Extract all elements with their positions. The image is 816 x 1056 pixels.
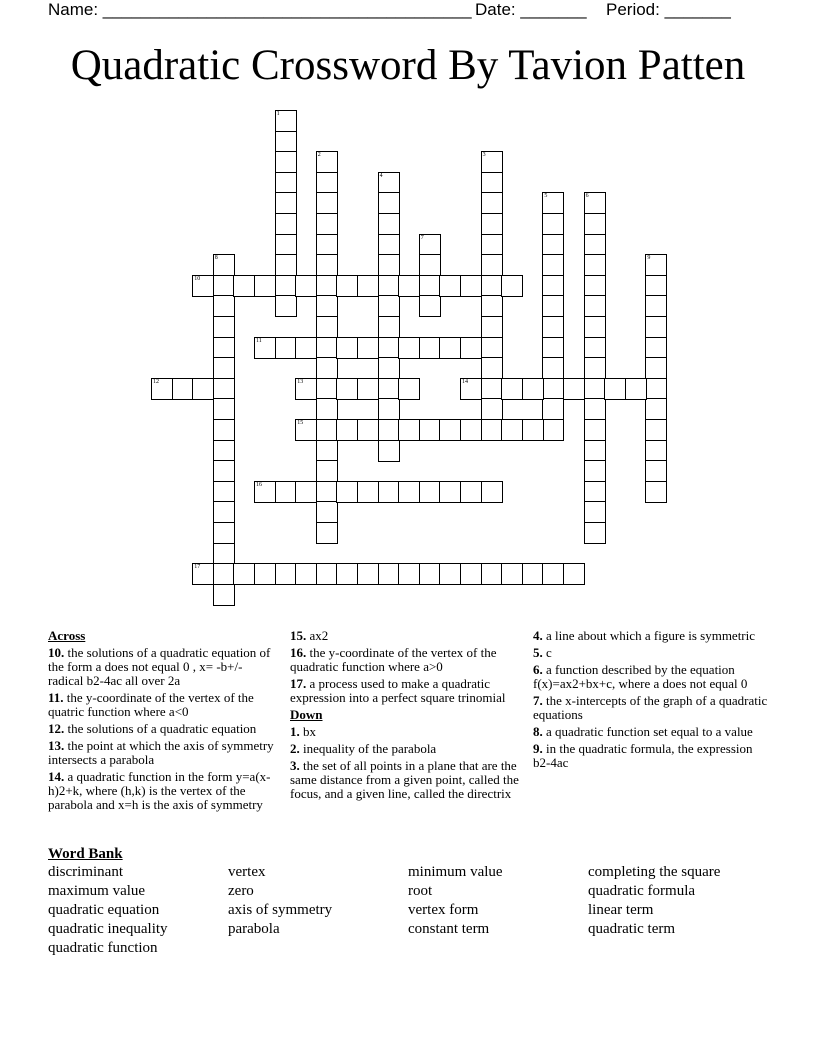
clue-number: 6.	[533, 662, 543, 677]
clue-number-label: 9	[647, 255, 651, 262]
crossword-cell[interactable]	[295, 481, 317, 503]
crossword-cell[interactable]	[316, 481, 338, 503]
crossword-cell[interactable]	[192, 275, 214, 297]
word-bank-item: quadratic term	[588, 921, 676, 937]
clue-item	[48, 739, 280, 767]
crossword-cell[interactable]	[398, 275, 420, 297]
crossword-cell[interactable]	[213, 543, 235, 565]
crossword-cell[interactable]	[275, 172, 297, 194]
period-field-label: Period: _______	[606, 0, 731, 19]
crossword-cell[interactable]	[645, 398, 667, 420]
crossword-cell[interactable]	[192, 563, 214, 585]
crossword-cell[interactable]	[336, 419, 358, 441]
clue-number-label: 2	[317, 152, 321, 159]
crossword-cell[interactable]	[316, 460, 338, 482]
crossword-cell[interactable]	[584, 275, 606, 297]
crossword-cell[interactable]	[213, 357, 235, 379]
clue-list-down-2	[533, 629, 769, 770]
crossword-cell[interactable]	[316, 440, 338, 462]
crossword-cell[interactable]	[316, 522, 338, 544]
crossword-cell[interactable]	[645, 275, 667, 297]
crossword-cell[interactable]	[584, 295, 606, 317]
clue-number: 4.	[533, 628, 543, 643]
clue-text: a quadratic function in the form y=a(x-h)2+k, where (h,k) is the vertex of the parabola and x=h is the axis of symmetry	[48, 769, 271, 812]
crossword-cell[interactable]	[481, 295, 503, 317]
clue-text: bx	[299, 724, 316, 739]
crossword-cell[interactable]	[481, 192, 503, 214]
crossword-cell[interactable]	[316, 378, 338, 400]
clue-item	[290, 725, 522, 739]
crossword-cell[interactable]	[254, 481, 276, 503]
clue-number: 2.	[290, 741, 300, 756]
crossword-cell[interactable]	[501, 378, 523, 400]
word-bank-item: quadratic inequality	[48, 921, 168, 937]
crossword-cell[interactable]	[439, 419, 461, 441]
clue-item	[533, 725, 769, 739]
crossword-cell[interactable]	[213, 481, 235, 503]
clue-item	[533, 646, 769, 660]
word-bank-item: maximum value	[48, 883, 146, 899]
crossword-cell[interactable]	[419, 563, 441, 585]
crossword-cell[interactable]	[254, 563, 276, 585]
clue-item	[48, 770, 280, 812]
word-bank-item: zero	[228, 883, 254, 899]
crossword-cell[interactable]	[542, 316, 564, 338]
crossword-cell[interactable]	[213, 295, 235, 317]
crossword-cell[interactable]	[460, 275, 482, 297]
crossword-cell[interactable]	[213, 584, 235, 606]
crossword-cell[interactable]	[542, 275, 564, 297]
crossword-cell[interactable]	[481, 563, 503, 585]
crossword-cell[interactable]	[604, 378, 626, 400]
clue-number-label: 3	[482, 152, 486, 159]
clue-text: the solutions of a quadratic equation	[64, 721, 257, 736]
crossword-cell[interactable]	[645, 460, 667, 482]
crossword-cell[interactable]	[233, 563, 255, 585]
clue-text: the point at which the axis of symmetry intersects a parabola	[48, 738, 274, 767]
clue-list-across-2	[290, 629, 522, 705]
crossword-cell[interactable]	[213, 275, 235, 297]
crossword-cell[interactable]	[316, 275, 338, 297]
clue-item	[533, 742, 769, 770]
clue-number: 7.	[533, 693, 543, 708]
clue-item	[533, 694, 769, 722]
crossword-cell[interactable]	[213, 398, 235, 420]
crossword-cell[interactable]	[254, 275, 276, 297]
word-bank-item: discriminant	[48, 864, 123, 880]
clue-list-across-1	[48, 646, 280, 812]
clue-text: a quadratic function set equal to a value	[542, 724, 753, 739]
crossword-cell[interactable]	[233, 275, 255, 297]
crossword-cell[interactable]	[213, 316, 235, 338]
word-bank-item: quadratic formula	[588, 883, 696, 899]
crossword-cell[interactable]	[460, 563, 482, 585]
clue-number-label: 11	[256, 337, 262, 344]
word-bank-item: vertex form	[408, 902, 479, 918]
crossword-cell[interactable]	[378, 378, 400, 400]
crossword-cell[interactable]	[419, 295, 441, 317]
crossword-cell[interactable]	[563, 378, 585, 400]
word-bank-title: Word Bank	[48, 846, 123, 862]
crossword-cell[interactable]	[584, 460, 606, 482]
clue-number-label: 1	[276, 111, 280, 117]
crossword-cell[interactable]	[584, 481, 606, 503]
crossword-cell[interactable]	[378, 316, 400, 338]
clue-item	[48, 646, 280, 688]
crossword-cell[interactable]	[295, 419, 317, 441]
crossword-cell[interactable]	[419, 419, 441, 441]
crossword-cell[interactable]	[584, 398, 606, 420]
crossword-cell[interactable]	[481, 172, 503, 194]
crossword-cell[interactable]	[378, 192, 400, 214]
crossword-cell[interactable]	[584, 316, 606, 338]
crossword-cell[interactable]	[481, 254, 503, 276]
crossword-cell[interactable]	[316, 295, 338, 317]
crossword-cell[interactable]	[563, 563, 585, 585]
clue-item	[48, 722, 280, 736]
across-heading: Across	[48, 628, 86, 643]
clue-text: a function described by the equation f(x)=ax2+bx+c, where a does not equal 0	[533, 662, 748, 691]
crossword-cell[interactable]	[213, 460, 235, 482]
crossword-cell[interactable]	[213, 440, 235, 462]
clue-number-label: 14	[462, 378, 468, 385]
clue-number: 16.	[290, 645, 307, 660]
crossword-cell[interactable]	[213, 522, 235, 544]
crossword-cell[interactable]	[192, 378, 214, 400]
crossword-cell[interactable]	[645, 316, 667, 338]
crossword-cell[interactable]	[584, 501, 606, 523]
crossword-cell[interactable]	[398, 481, 420, 503]
clue-number: 14.	[48, 769, 65, 784]
crossword-cell[interactable]	[213, 419, 235, 441]
crossword-cell[interactable]	[460, 481, 482, 503]
clue-text: the y-coordinate of the vertex of the quadratic function where a>0	[290, 645, 497, 674]
crossword-cell[interactable]	[419, 481, 441, 503]
crossword-cell[interactable]	[316, 172, 338, 194]
crossword-cell[interactable]	[645, 481, 667, 503]
clue-number-label: 8	[214, 255, 218, 262]
crossword-cell[interactable]	[645, 378, 667, 400]
crossword-cell[interactable]	[316, 337, 338, 359]
crossword-cell[interactable]	[542, 563, 564, 585]
crossword-cell[interactable]	[213, 563, 235, 585]
clue-item	[290, 742, 522, 756]
crossword-cell[interactable]	[357, 378, 379, 400]
crossword-cell[interactable]	[357, 337, 379, 359]
crossword-cell[interactable]	[172, 378, 194, 400]
crossword-cell[interactable]	[439, 275, 461, 297]
clue-number-label: 7	[420, 234, 424, 241]
crossword-cell[interactable]	[645, 337, 667, 359]
crossword-cell[interactable]	[481, 337, 503, 359]
clue-text: a process used to make a quadratic expression into a perfect square trinomial	[290, 676, 506, 705]
clue-text: the y-coordinate of the vertex of the quatric function where a<0	[48, 690, 254, 719]
crossword-cell[interactable]	[316, 151, 338, 173]
clues-column-1	[48, 629, 280, 815]
crossword-cell[interactable]	[542, 192, 564, 214]
crossword-cell[interactable]	[357, 419, 379, 441]
crossword-cell[interactable]	[501, 419, 523, 441]
crossword-cell[interactable]	[584, 254, 606, 276]
word-bank-item: root	[408, 883, 433, 899]
crossword-cell[interactable]	[584, 192, 606, 214]
crossword-cell[interactable]	[316, 398, 338, 420]
crossword-cell[interactable]	[481, 151, 503, 173]
crossword-cell[interactable]	[316, 419, 338, 441]
crossword-cell[interactable]	[419, 275, 441, 297]
crossword-cell[interactable]	[378, 357, 400, 379]
crossword-cell[interactable]	[584, 234, 606, 256]
crossword-cell[interactable]	[316, 213, 338, 235]
crossword-cell[interactable]	[481, 357, 503, 379]
crossword-cell[interactable]	[542, 295, 564, 317]
crossword-cell[interactable]	[398, 378, 420, 400]
crossword-cell[interactable]	[275, 295, 297, 317]
crossword-cell[interactable]	[378, 563, 400, 585]
clue-text: the solutions of a quadratic equation of the form a does not equal 0 , x= -b+/- radical b2-4ac all over 2a	[48, 645, 271, 688]
crossword-cell[interactable]	[213, 337, 235, 359]
clue-number: 13.	[48, 738, 65, 753]
crossword-cell[interactable]	[254, 337, 276, 359]
crossword-cell[interactable]	[316, 254, 338, 276]
clues-column-2	[290, 629, 522, 804]
crossword-cell[interactable]	[460, 337, 482, 359]
clue-item	[290, 677, 522, 705]
crossword-cell[interactable]	[213, 501, 235, 523]
clue-number-label: 12	[153, 378, 159, 385]
crossword-cell[interactable]	[645, 295, 667, 317]
clue-item	[48, 691, 280, 719]
crossword-cell[interactable]	[378, 172, 400, 194]
crossword-cell[interactable]	[645, 419, 667, 441]
crossword-cell[interactable]	[275, 481, 297, 503]
down-heading: Down	[290, 707, 323, 722]
clue-text: inequality of the parabola	[299, 741, 437, 756]
crossword-cell[interactable]	[419, 337, 441, 359]
crossword-cell[interactable]	[378, 481, 400, 503]
word-bank-item: quadratic equation	[48, 902, 160, 918]
crossword-cell[interactable]	[357, 481, 379, 503]
crossword-cell[interactable]	[378, 419, 400, 441]
clue-number: 12.	[48, 721, 65, 736]
crossword-cell[interactable]	[645, 254, 667, 276]
crossword-cell[interactable]	[316, 563, 338, 585]
crossword-cell[interactable]	[501, 563, 523, 585]
crossword-cell[interactable]	[275, 151, 297, 173]
clue-number-label: 16	[256, 481, 262, 488]
clue-number-label: 17	[194, 564, 201, 571]
clue-number: 3.	[290, 758, 300, 773]
crossword-cell[interactable]	[645, 357, 667, 379]
clue-item	[290, 759, 522, 801]
crossword-cell[interactable]	[398, 563, 420, 585]
crossword-cell[interactable]	[316, 357, 338, 379]
crossword-cell[interactable]	[378, 337, 400, 359]
clue-list-down-1	[290, 725, 522, 801]
crossword-cell[interactable]	[357, 275, 379, 297]
crossword-cell[interactable]	[645, 440, 667, 462]
clue-item	[290, 646, 522, 674]
clue-number-label: 13	[297, 378, 304, 385]
crossword-cell[interactable]	[481, 481, 503, 503]
clue-number: 15.	[290, 628, 307, 643]
crossword-cell[interactable]	[378, 213, 400, 235]
crossword-cell[interactable]	[336, 378, 358, 400]
crossword-cell[interactable]	[542, 234, 564, 256]
crossword-cell[interactable]	[584, 378, 606, 400]
word-bank-item: parabola	[228, 921, 280, 937]
crossword-cell[interactable]	[542, 378, 564, 400]
crossword-cell[interactable]	[316, 234, 338, 256]
clue-item	[533, 663, 769, 691]
crossword-cell[interactable]	[336, 563, 358, 585]
crossword-cell[interactable]	[275, 110, 297, 132]
crossword-cell[interactable]	[481, 398, 503, 420]
word-bank-item: linear term	[588, 902, 654, 918]
clue-number-label: 6	[585, 193, 589, 200]
crossword-cell[interactable]	[584, 337, 606, 359]
word-bank-item: vertex	[228, 864, 266, 880]
clue-text: a line about which a figure is symmetric	[542, 628, 756, 643]
crossword-cell[interactable]	[378, 275, 400, 297]
date-field-label: Date: _______	[475, 0, 587, 19]
crossword-cell[interactable]	[419, 234, 441, 256]
crossword-cell[interactable]	[336, 481, 358, 503]
crossword-cell[interactable]	[522, 378, 544, 400]
crossword-cell[interactable]	[316, 192, 338, 214]
page-title: Quadratic Crossword By Tavion Patten	[70, 42, 746, 89]
crossword-cell[interactable]	[542, 254, 564, 276]
crossword-cell[interactable]	[295, 563, 317, 585]
crossword-cell[interactable]	[275, 337, 297, 359]
crossword-cell[interactable]	[378, 254, 400, 276]
crossword-cell[interactable]	[275, 563, 297, 585]
crossword-cell[interactable]	[213, 254, 235, 276]
clue-text: the x-intercepts of the graph of a quadratic equations	[533, 693, 768, 722]
clue-number-label: 10	[194, 275, 201, 282]
crossword-cell[interactable]	[584, 440, 606, 462]
crossword-cell[interactable]	[275, 213, 297, 235]
crossword-cell[interactable]	[275, 275, 297, 297]
crossword-cell[interactable]	[336, 275, 358, 297]
crossword-cell[interactable]	[378, 440, 400, 462]
clue-number-label: 4	[379, 172, 383, 179]
clue-number: 10.	[48, 645, 65, 660]
word-bank-item: completing the square	[588, 864, 721, 880]
crossword-cell[interactable]	[336, 337, 358, 359]
crossword-cell[interactable]	[584, 522, 606, 544]
crossword-cell[interactable]	[275, 254, 297, 276]
crossword-cell[interactable]	[460, 419, 482, 441]
crossword-cell[interactable]	[481, 275, 503, 297]
clue-number-label: 15	[297, 420, 304, 426]
crossword-cell[interactable]	[275, 131, 297, 153]
word-bank-item: constant term	[408, 921, 490, 937]
crossword-cell[interactable]	[151, 378, 173, 400]
crossword-cell[interactable]	[275, 192, 297, 214]
word-bank-item: minimum value	[408, 864, 503, 880]
crossword-cell[interactable]	[501, 275, 523, 297]
crossword-cell[interactable]	[316, 501, 338, 523]
clue-item	[290, 629, 522, 643]
crossword-cell[interactable]	[542, 337, 564, 359]
crossword-cell[interactable]	[481, 213, 503, 235]
crossword-cell[interactable]	[213, 378, 235, 400]
clues-column-3	[533, 629, 769, 773]
crossword-cell[interactable]	[584, 213, 606, 235]
clue-text: in the quadratic formula, the expression b2-4ac	[533, 741, 753, 770]
crossword-cell[interactable]	[295, 275, 317, 297]
clue-text: c	[542, 645, 552, 660]
crossword-cell[interactable]	[275, 234, 297, 256]
clue-number: 9.	[533, 741, 543, 756]
crossword-cell[interactable]	[419, 254, 441, 276]
crossword-cell[interactable]	[295, 378, 317, 400]
crossword-cell[interactable]	[398, 337, 420, 359]
crossword-cell[interactable]	[378, 234, 400, 256]
crossword-cell[interactable]	[481, 234, 503, 256]
crossword-cell[interactable]	[439, 563, 461, 585]
crossword-cell[interactable]	[584, 419, 606, 441]
crossword-cell[interactable]	[357, 563, 379, 585]
crossword-cell[interactable]	[522, 563, 544, 585]
clue-number: 17.	[290, 676, 307, 691]
crossword-cell[interactable]	[460, 378, 482, 400]
crossword-cell[interactable]	[542, 398, 564, 420]
crossword-cell[interactable]	[584, 357, 606, 379]
clue-number-label: 5	[544, 193, 548, 200]
crossword-cell[interactable]	[316, 316, 338, 338]
clue-text: the set of all points in a plane that are the same distance from a given point, called the focus, and a given line, called the directrix	[290, 758, 519, 801]
clue-item	[533, 629, 769, 643]
crossword-cell[interactable]	[378, 398, 400, 420]
clue-text: ax2	[306, 628, 329, 643]
word-bank-item: quadratic function	[48, 940, 158, 956]
crossword-cell[interactable]	[481, 316, 503, 338]
crossword-cell[interactable]	[378, 295, 400, 317]
crossword-cell[interactable]	[542, 357, 564, 379]
crossword-cell[interactable]	[439, 481, 461, 503]
crossword-cell[interactable]	[295, 337, 317, 359]
name-field-label: Name: _______________________________________	[48, 0, 472, 19]
clue-number: 1.	[290, 724, 300, 739]
crossword-cell[interactable]	[439, 337, 461, 359]
crossword-cell[interactable]	[542, 419, 564, 441]
crossword-cell[interactable]	[542, 213, 564, 235]
crossword-cell[interactable]	[625, 378, 647, 400]
crossword-cell[interactable]	[398, 419, 420, 441]
clue-number: 5.	[533, 645, 543, 660]
crossword-cell[interactable]	[481, 419, 503, 441]
clue-number: 8.	[533, 724, 543, 739]
word-bank-item: axis of symmetry	[228, 902, 333, 918]
clue-number: 11.	[48, 690, 64, 705]
crossword-cell[interactable]	[522, 419, 544, 441]
crossword-cell[interactable]	[481, 378, 503, 400]
